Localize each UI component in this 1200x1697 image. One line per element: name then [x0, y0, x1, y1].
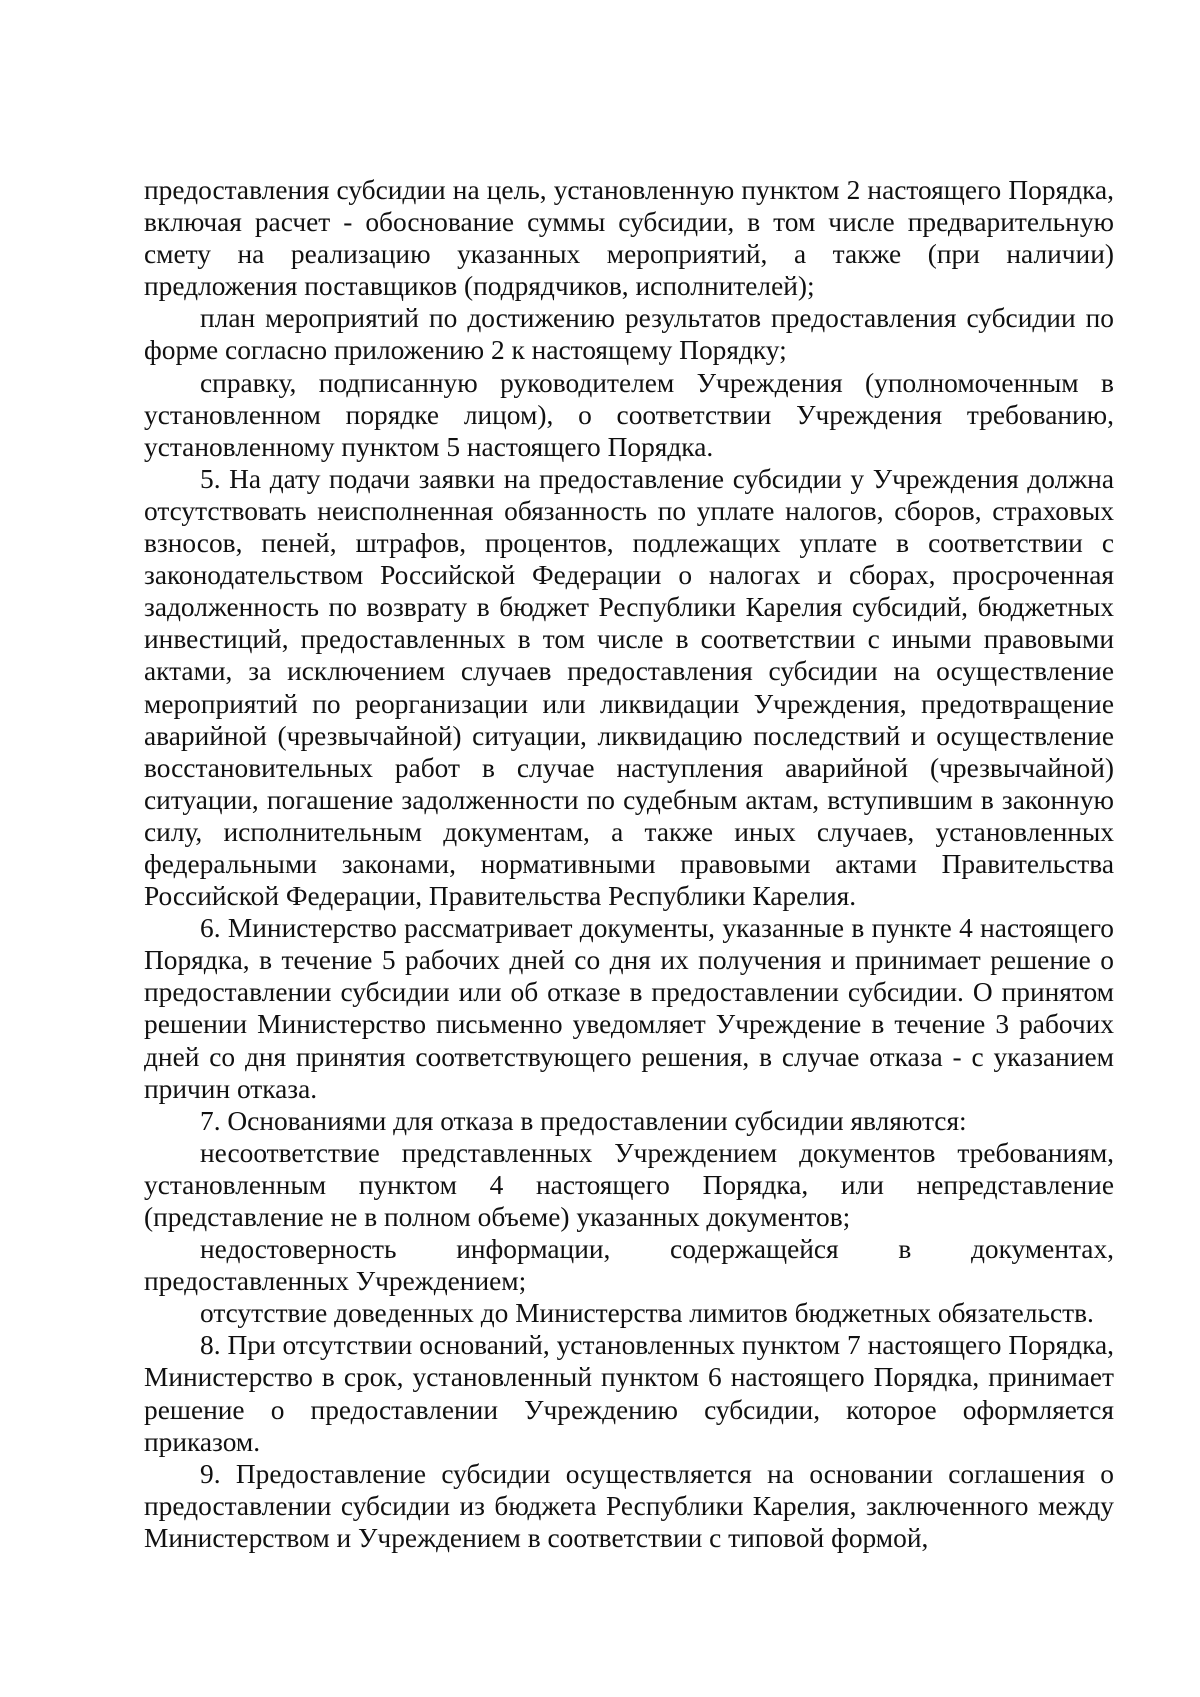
paragraph-refusal-ground-2: недостоверность информации, содержащейся в документах, предоставленных Учреждением; — [144, 1234, 1114, 1297]
paragraph-certificate: справку, подписанную руководителем Учреждения (уполномоченным в установленном порядке лицом), о соответствии Учреждения требованию, установленному пунктом 5 настоящего Порядка. — [144, 367, 1114, 462]
paragraph-item-6: 6. Министерство рассматривает документы, указанные в пункте 4 настоящего Порядка, в течение 5 рабочих дней со дня их получения и принимает решение о предоставлении субсидии или об отказе в предоставлении субсидии. О принятом решении Министерство письменно уведомляет Учреждение в течение 3 рабочих дней со дня принятия соответствующего решения, в случае отказа - с указанием причин отказа. — [144, 913, 1114, 1104]
paragraph-refusal-ground-1: несоответствие представленных Учреждением документов требованиям, установленным пунктом 4 настоящего Порядка, или непредставление (представление не в полном объеме) указанных документов; — [144, 1137, 1114, 1232]
document-body — [144, 174, 1114, 1554]
paragraph-item-8: 8. При отсутствии оснований, установленных пунктом 7 настоящего Порядка, Министерство в срок, установленный пунктом 6 настоящего Порядка, принимает решение о предоставлении Учреждению субсидии, которое оформляется приказом. — [144, 1330, 1114, 1457]
paragraph-item-9: 9. Предоставление субсидии осуществляется на основании соглашения о предоставлении субсидии из бюджета Республики Карелия, заключенного между Министерством и Учреждением в соответствии с типовой формой, — [144, 1458, 1114, 1553]
paragraph-item-5: 5. На дату подачи заявки на предоставление субсидии у Учреждения должна отсутствовать неисполненная обязанность по уплате налогов, сборов, страховых взносов, пеней, штрафов, процентов, подлежащих уплате в соответствии с законодательством Российской Федерации о налогах и сборах, просроченная задолженность по возврату в бюджет Республики Карелия субсидий, бюджетных инвестиций, предоставленных в том числе в соответствии с иными правовыми актами, за исключением случаев предоставления субсидии на осуществление мероприятий по реорганизации или ликвидации Учреждения, предотвращение аварийной (чрезвычайной) ситуации, ликвидацию последствий и осуществление восстановительных работ в случае наступления аварийной (чрезвычайной) ситуации, погашение задолженности по судебным актам, вступившим в законную силу, исполнительным документам, а также иных случаев, установленных федеральными законами, нормативными правовыми актами Правительства Российской Федерации, Правительства Республики Карелия. — [144, 463, 1114, 912]
paragraph-item-7: 7. Основаниями для отказа в предоставлении субсидии являются: — [200, 1105, 967, 1136]
paragraph-action-plan: план мероприятий по достижению результатов предоставления субсидии по форме согласно приложению 2 к настоящему Порядку; — [144, 303, 1114, 366]
paragraph-refusal-ground-3: отсутствие доведенных до Министерства лимитов бюджетных обязательств. — [200, 1298, 1094, 1329]
paragraph-continuation: предоставления субсидии на цель, установленную пунктом 2 настоящего Порядка, включая расчет - обоснование суммы субсидии, в том числе предварительную смету на реализацию указанных мероприятий, а также (при наличии) предложения поставщиков (подрядчиков, исполнителей); — [144, 175, 1114, 302]
